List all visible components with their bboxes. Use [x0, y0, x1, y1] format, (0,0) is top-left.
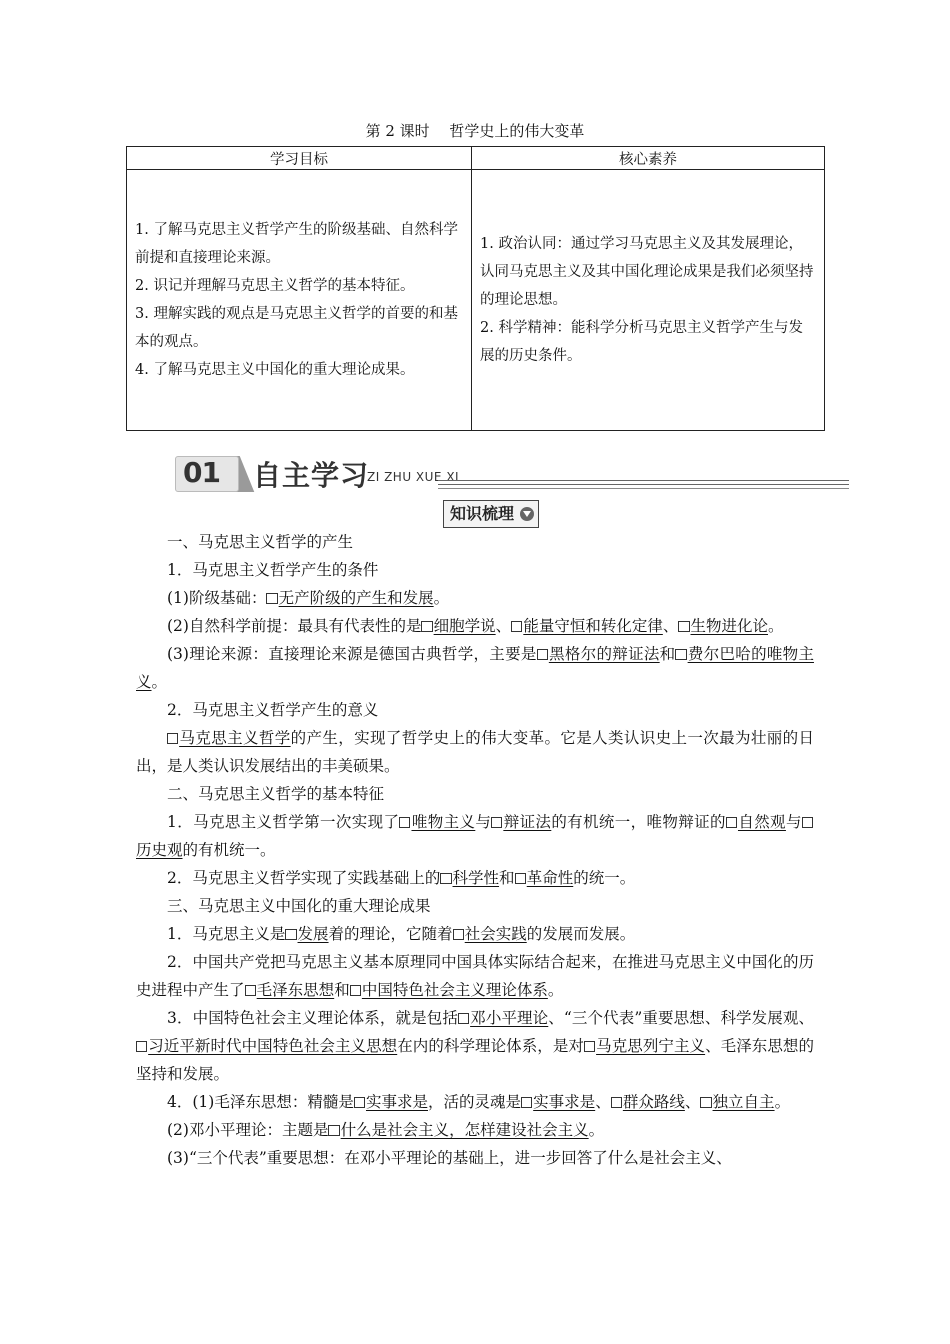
- header-core-literacy: 核心素养: [472, 147, 825, 170]
- blank-box: [515, 873, 526, 884]
- heading-1: 一、马克思主义哲学的产生: [167, 533, 354, 551]
- blank-box: [453, 929, 464, 940]
- paragraph: 3．中国特色社会主义理论体系，就是包括 邓小平理论、“三个代表”重要思想、科学发展观、习近平新时代中国特色社会主义思想在内的科学理论体系，是对 马克思列宁主义、毛泽东思想的坚持和发展。: [136, 1009, 814, 1083]
- blank-box: [458, 1013, 469, 1024]
- blank-box: [537, 649, 548, 660]
- header-learning-goals: 学习目标: [127, 147, 472, 170]
- goal-item: 3. 理解实践的观点是马克思主义哲学的首要的和基本的观点。: [135, 306, 458, 350]
- content-body: [136, 528, 814, 1172]
- paragraph: 2．中国共产党把马克思主义基本原理同中国具体实际结合起来，在推进马克思主义中国化的历史进程中产生了 毛泽东思想和 中国特色社会主义理论体系。: [136, 953, 814, 999]
- blank-box: [354, 1097, 365, 1108]
- blank-box: [136, 1041, 147, 1052]
- banner-rule: [438, 488, 849, 489]
- blank-box: [350, 985, 361, 996]
- banner-rule: [438, 480, 849, 481]
- knowledge-review-tag: [443, 500, 539, 528]
- chevron-down-icon: [520, 507, 534, 521]
- section-subtitle: ZI ZHU XUE XI: [367, 470, 460, 484]
- paragraph: (1)阶级基础： 无产阶级的产生和发展。: [167, 589, 450, 607]
- blank-box: [328, 1125, 339, 1136]
- paragraph: (2)自然科学前提：最具有代表性的是 细胞学说、 能量守恒和转化定律、 生物进化论。: [167, 617, 784, 635]
- banner-rule: [438, 484, 849, 485]
- literacy-item: 2. 科学精神：能科学分析马克思主义哲学产生与发展的历史条件。: [480, 320, 803, 364]
- section-number: 01: [183, 456, 220, 489]
- blank-box: [678, 621, 689, 632]
- goal-item: 4. 了解马克思主义中国化的重大理论成果。: [135, 362, 415, 378]
- blank-box: [700, 1097, 711, 1108]
- paragraph: 1．马克思主义是 发展着的理论，它随着 社会实践的发展而发展。: [167, 925, 636, 943]
- blank-box: [521, 1097, 532, 1108]
- section-banner: [173, 454, 849, 494]
- section-title: 自主学习: [253, 459, 370, 492]
- blank-box: [726, 817, 737, 828]
- literacy-item: 1. 政治认同：通过学习马克思主义及其发展理论，认同马克思主义及其中国化理论成果是我们必须坚持的理论思想。: [480, 236, 814, 308]
- blank-box: [675, 649, 686, 660]
- paragraph: (3)理论来源：直接理论来源是德国古典哲学，主要是 黑格尔的辩证法和 费尔巴哈的唯物主义。: [136, 645, 814, 691]
- blank-box: [167, 733, 178, 744]
- learning-goals-cell: [127, 170, 472, 431]
- heading-3: 三、马克思主义中国化的重大理论成果: [167, 897, 431, 915]
- blank-box: [440, 873, 451, 884]
- subheading: 1．马克思主义哲学产生的条件: [167, 561, 379, 579]
- paragraph: 1．马克思主义哲学第一次实现了 唯物主义与 辩证法的有机统一，唯物辩证的 自然观与历史观的有机统一。: [136, 808, 814, 864]
- blank-box: [611, 1097, 622, 1108]
- objectives-table: [126, 146, 825, 431]
- paragraph: (2)邓小平理论：主题是 什么是社会主义，怎样建设社会主义。: [167, 1121, 605, 1139]
- core-literacy-cell: [472, 170, 825, 431]
- heading-2: 二、马克思主义哲学的基本特征: [167, 785, 385, 803]
- blank-box: [802, 817, 813, 828]
- blank-box: [511, 621, 522, 632]
- tag-label: 知识梳理: [450, 504, 515, 523]
- paragraph: 马克思主义哲学的产生，实现了哲学史上的伟大变革。它是人类认识史上一次最为壮丽的日出，是人类认识发展结出的丰美硕果。: [136, 729, 814, 775]
- goal-item: 2. 识记并理解马克思主义哲学的基本特征。: [135, 278, 415, 294]
- blank-box: [584, 1041, 595, 1052]
- blank-box: [245, 985, 256, 996]
- paragraph: 4．(1)毛泽东思想：精髓是 实事求是，活的灵魂是 实事求是、 群众路线、 独立自主。: [167, 1093, 791, 1111]
- subheading: 2．马克思主义哲学产生的意义: [167, 701, 379, 719]
- blank-box: [285, 929, 296, 940]
- paragraph: 2．马克思主义哲学实现了实践基础上的 科学性和 革命性的统一。: [167, 869, 636, 887]
- blank-box: [266, 593, 277, 604]
- blank-box: [421, 621, 432, 632]
- blank-box: [399, 817, 410, 828]
- paragraph: (3)“三个代表”重要思想：在邓小平理论的基础上，进一步回答了什么是社会主义、: [167, 1149, 732, 1167]
- goal-item: 1. 了解马克思主义哲学产生的阶级基础、自然科学前提和直接理论来源。: [135, 222, 458, 266]
- blank-box: [491, 817, 502, 828]
- lesson-title: 第 2 课时 哲学史上的伟大变革: [365, 122, 585, 140]
